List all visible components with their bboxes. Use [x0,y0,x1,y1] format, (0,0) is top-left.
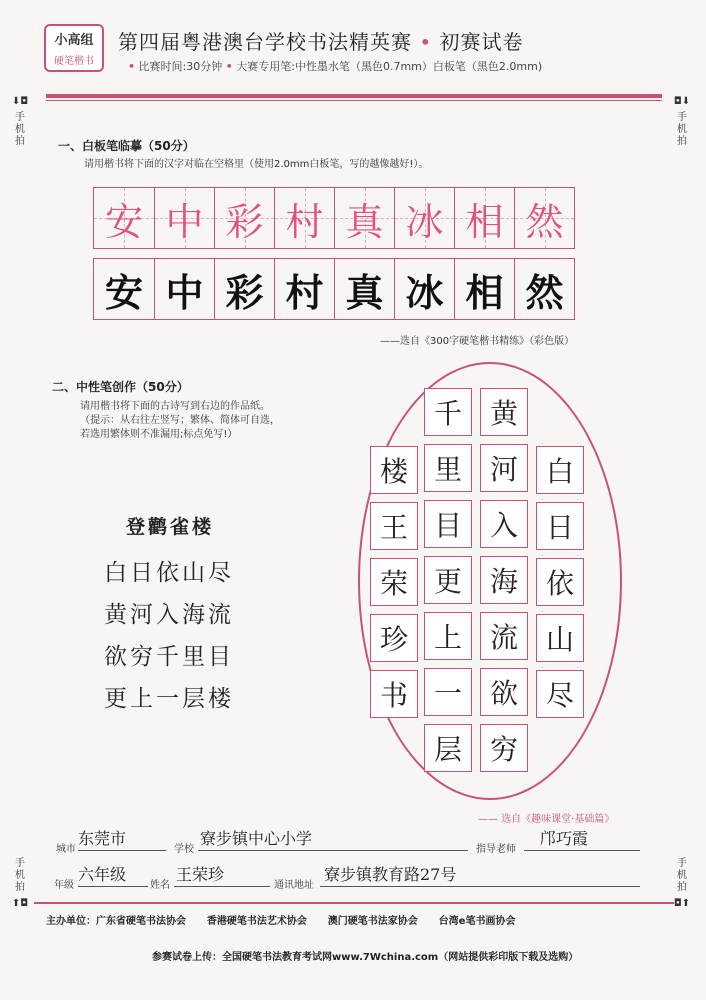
grade-label: 年级 [54,880,74,891]
work-grid-cell: 欲 [480,668,528,716]
work-grid-cell: 千 [424,388,472,436]
model-char: 然 [525,199,564,244]
section2-title: 二、中性笔创作（50分） [52,380,189,394]
written-char: 冰 [405,269,444,315]
teacher-value[interactable]: 邝巧霞 [540,829,589,848]
grade-underline [78,886,148,887]
camera-arrow-icon: ◘⬆ [673,898,691,909]
poem-line: 白日依山尽 [104,560,234,586]
info-row-2 [48,862,648,892]
city-label: 城市 [56,844,76,855]
practice-cell[interactable] [394,259,454,319]
address-underline [320,886,640,887]
written-char: 安 [104,269,143,315]
school-label: 学校 [174,844,194,855]
photo-hint-label: 手机拍 [677,858,687,893]
work-grid-cell: 山 [536,614,584,662]
work-grid-cell: 书 [370,670,418,718]
model-cell [214,188,274,248]
poem-line: 更上一层楼 [104,686,234,712]
name-label: 姓名 [150,880,170,891]
work-grid-cell: 穷 [480,724,528,772]
work-grid-cell: 目 [424,500,472,548]
model-char: 安 [104,199,143,244]
instruction-line: 请用楷书将下面的古诗写到右边的作品纸。 [80,401,270,412]
title-suffix: 初赛试卷 [439,30,524,54]
work-grid-cell: 依 [536,558,584,606]
school-underline [198,850,468,851]
work-grid-cell: 海 [480,556,528,604]
practice-character-grid [93,258,575,320]
work-grid-cell: 尽 [536,670,584,718]
competition-logo [44,24,104,72]
model-char: 真 [345,199,384,244]
camera-arrow-icon: ◘⬇ [673,96,691,107]
teacher-label: 指导老师 [476,844,516,855]
work-grid-cell: 更 [424,556,472,604]
logo-line1: 小高组 [54,33,94,48]
model-char: 相 [465,199,504,244]
section2-source: —— 选自《趣味课堂·基础篇》 [478,814,615,825]
model-cell [154,188,214,248]
camera-arrow-icon: ⬆◘ [11,898,29,909]
instruction-line: （提示：从右往左竖写；繁体、简体可自选， [80,415,280,426]
practice-cell[interactable] [334,259,394,319]
work-grid-cell: 层 [424,724,472,772]
practice-cell[interactable] [454,259,514,319]
model-cell [394,188,454,248]
side-marker-top-left [8,96,32,148]
poem-title: 登鹳雀楼 [126,516,215,538]
section1-title: 一、白板笔临摹（50分） [58,139,195,153]
written-char: 村 [285,269,324,315]
pen-bullet: • [225,60,233,73]
title-dot: • [419,30,433,54]
pen-spec: 大赛专用笔:中性墨水笔（黑色0.7mm）白板笔（黑色2.0mm) [236,60,543,73]
teacher-underline [524,850,640,851]
practice-cell[interactable] [94,259,154,319]
side-marker-top-right [670,96,694,148]
page-title [118,26,524,55]
title-main: 第四届粤港澳台学校书法精英赛 [118,30,412,54]
model-cell [334,188,394,248]
written-char: 中 [165,269,204,315]
info-row-1 [48,826,648,856]
time-bullet: • [128,60,136,73]
practice-cell[interactable] [214,259,274,319]
model-character-grid [93,187,575,249]
upload-info: 参赛试卷上传：全国硬笔书法教育考试网www.7Wchina.com（网站提供彩印版下载及选购） [152,952,579,963]
model-cell [454,188,514,248]
side-marker-bottom-left [8,858,32,910]
work-grid-cell: 荣 [370,558,418,606]
instruction-line: 若选用繁体则不准漏用;标点免写!） [80,429,238,440]
model-cell [274,188,334,248]
name-underline [174,886,270,887]
work-grid-cell: 珍 [370,614,418,662]
school-value[interactable]: 寮步镇中心小学 [200,829,313,848]
city-underline [78,850,166,851]
section1-source: ——选自《300字硬笔楷书精练》（彩色版） [380,336,575,347]
poem-line: 黄河入海流 [104,602,234,628]
poem-line: 欲穷千里目 [104,644,234,670]
work-grid-cell: 白 [536,446,584,494]
poem-text [104,552,234,720]
photo-hint-label: 手机拍 [15,112,25,147]
model-char: 彩 [225,199,264,244]
header-rule-thin [46,100,662,101]
written-char: 然 [525,269,564,315]
exam-time: 比赛时间:30分钟 [138,60,223,73]
address-label: 通讯地址 [274,880,314,891]
photo-hint-label: 手机拍 [15,858,25,893]
model-char: 冰 [405,199,444,244]
model-cell [94,188,154,248]
work-grid-cell: 黄 [480,388,528,436]
grade-value[interactable]: 六年级 [78,865,127,884]
work-grid-cell: 楼 [370,446,418,494]
work-grid-cell: 王 [370,502,418,550]
work-grid-cell: 入 [480,500,528,548]
organizers: 主办单位：广东省硬笔书法协会 香港硬笔书法艺术协会 澳门硬笔书法家协会 台湾e笔书画协会 [46,916,516,927]
written-char: 彩 [225,269,264,315]
work-grid-cell: 日 [536,502,584,550]
section2-instructions [80,400,280,442]
work-grid-cell: 上 [424,612,472,660]
practice-cell[interactable] [154,259,214,319]
work-grid-cell: 里 [424,444,472,492]
work-grid-cell: 一 [424,668,472,716]
camera-arrow-icon: ⬇◘ [11,96,29,107]
header-rule-thick [46,94,662,98]
section1-instruction: 请用楷书将下面的汉字对临在空格里（使用2.0mm白板笔，写的越像越好!）。 [84,159,429,170]
practice-cell[interactable] [514,259,574,319]
footer-rule [34,902,674,904]
written-char: 真 [345,269,384,315]
work-grid-cell: 流 [480,612,528,660]
city-value[interactable]: 东莞市 [78,829,127,848]
name-value[interactable]: 王荣珍 [176,865,225,884]
work-grid-cell: 河 [480,444,528,492]
model-cell [514,188,574,248]
model-char: 中 [165,199,204,244]
logo-line2: 硬笔楷书 [54,56,94,67]
practice-cell[interactable] [274,259,334,319]
exam-info-line [128,58,542,74]
model-char: 村 [285,199,324,244]
photo-hint-label: 手机拍 [677,112,687,147]
written-char: 相 [465,269,504,315]
calligraphy-oval-frame [358,362,622,800]
address-value[interactable]: 寮步镇教育路27号 [324,865,457,884]
